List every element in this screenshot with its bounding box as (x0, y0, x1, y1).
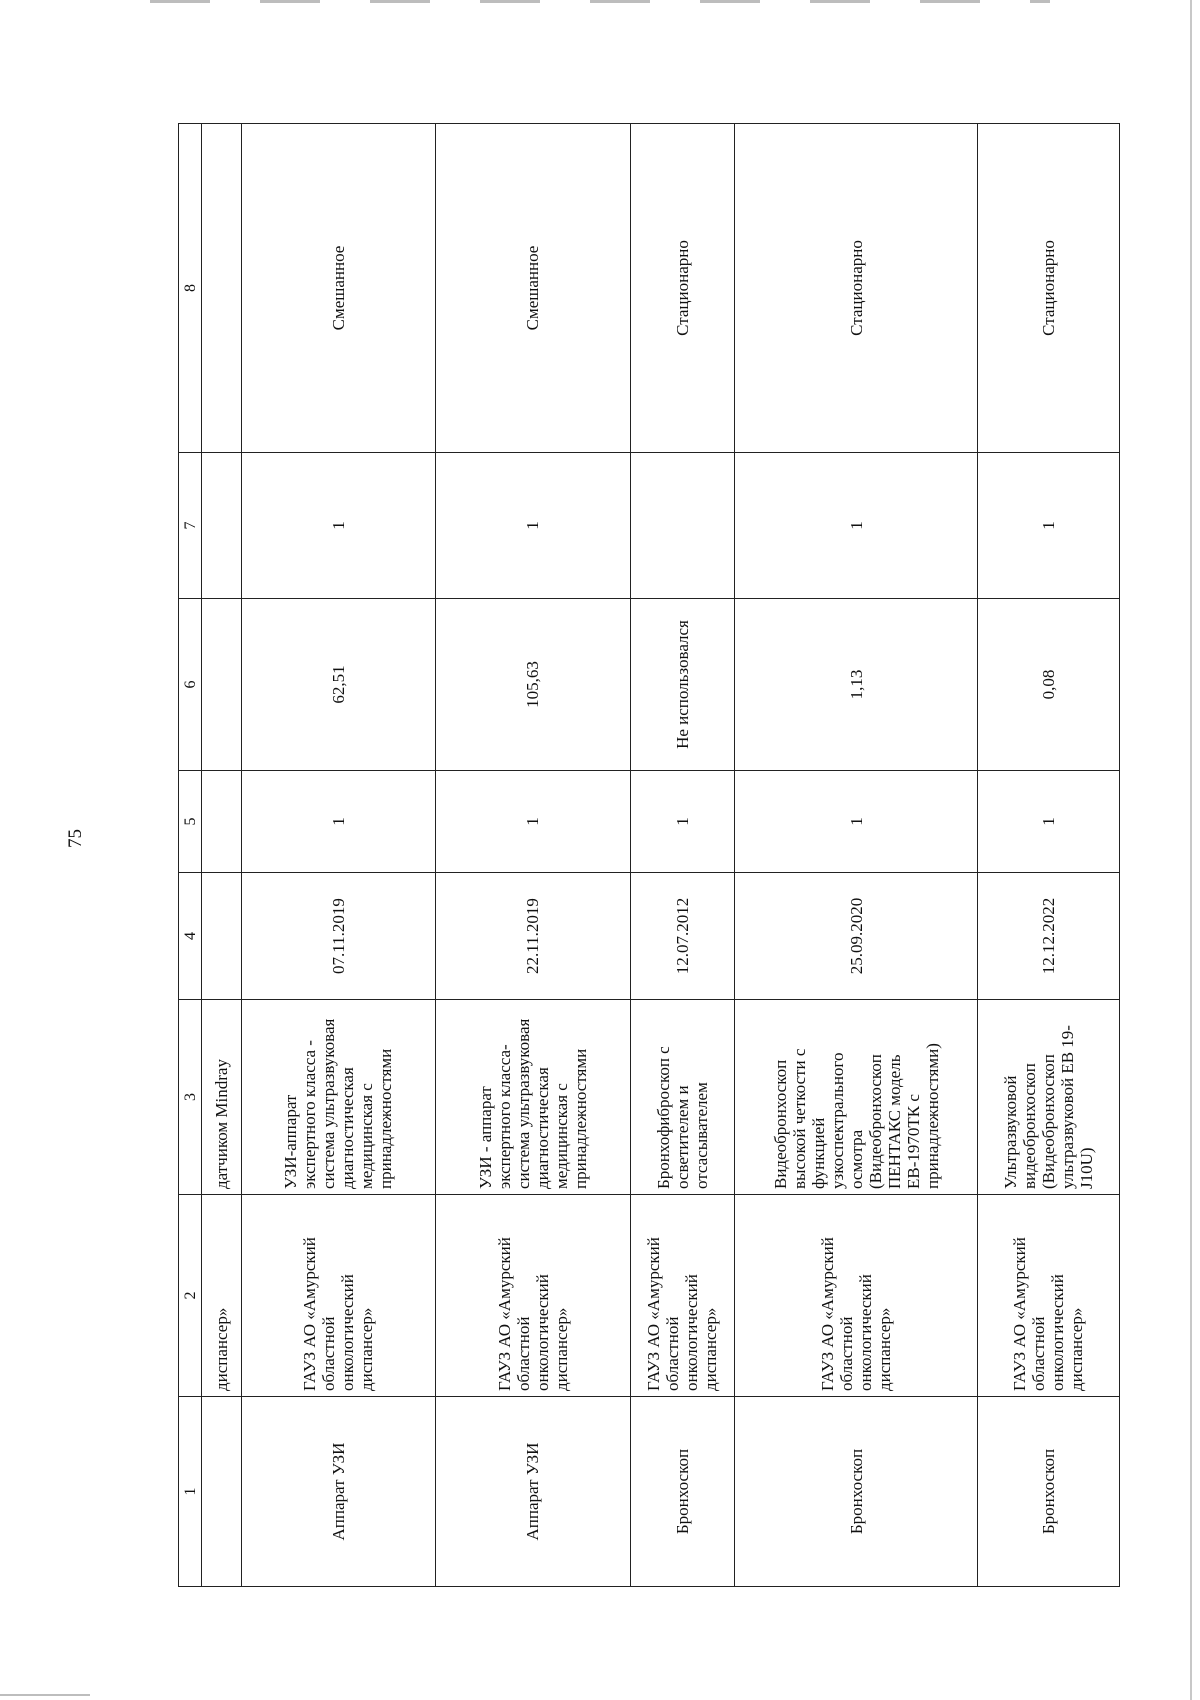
mode-cell: Смешанное (435, 124, 630, 453)
scan-right-edge (1190, 0, 1192, 1700)
continuation-row (202, 124, 242, 1587)
organization-cell: ГАУЗ АО «Амурский областной онкологический диспансер» (241, 1195, 435, 1397)
table-cell (202, 124, 242, 453)
equipment-name-cell: Бронхоскоп (630, 1397, 735, 1587)
shift-cell (630, 453, 735, 599)
table-cell (202, 1397, 242, 1587)
date-cell: 22.11.2019 (435, 873, 630, 1000)
scan-bottom-edge (0, 1694, 90, 1696)
equipment-table-wrapper (178, 124, 1120, 1587)
mode-cell: Смешанное (241, 124, 435, 453)
table-cell: диспансер» (202, 1195, 242, 1397)
column-number-row (179, 124, 202, 1587)
equipment-description-cell: Бронхофиброскоп с осветителем и отсасывателем (630, 1000, 735, 1195)
table-cell: датчиком Mindray (202, 1000, 242, 1195)
column-number: 1 (179, 1397, 202, 1587)
equipment-table (178, 123, 1120, 1587)
table-row (977, 124, 1119, 1587)
equipment-name-cell: Бронхоскоп (735, 1397, 978, 1587)
scan-top-edge (150, 0, 1050, 3)
table-row (630, 124, 735, 1587)
quantity-cell: 1 (735, 771, 978, 873)
usage-cell: Не использовался (630, 599, 735, 771)
page-number: 75 (65, 829, 86, 848)
quantity-cell: 1 (630, 771, 735, 873)
organization-cell: ГАУЗ АО «Амурский областной онкологический диспансер» (735, 1195, 978, 1397)
mode-cell: Стационарно (977, 124, 1119, 453)
equipment-description-cell: Ультразвуковой видеобронхоскоп (Видеобронхоскоп ультразвуковой ЕВ 19-J10U) (977, 1000, 1119, 1195)
organization-cell: ГАУЗ АО «Амурский областной онкологический диспансер» (435, 1195, 630, 1397)
column-number: 2 (179, 1195, 202, 1397)
column-number: 5 (179, 771, 202, 873)
column-number: 3 (179, 1000, 202, 1195)
equipment-description-cell: УЗИ-аппарат экспертного класса - система ультразвуковая диагностическая медицинская с принадлежностями (241, 1000, 435, 1195)
quantity-cell: 1 (241, 771, 435, 873)
mode-cell: Стационарно (735, 124, 978, 453)
usage-cell: 105,63 (435, 599, 630, 771)
column-number: 6 (179, 599, 202, 771)
mode-cell: Стационарно (630, 124, 735, 453)
table-cell (202, 771, 242, 873)
shift-cell: 1 (735, 453, 978, 599)
date-cell: 07.11.2019 (241, 873, 435, 1000)
equipment-name-cell: Аппарат УЗИ (435, 1397, 630, 1587)
usage-cell: 1,13 (735, 599, 978, 771)
table-cell (202, 453, 242, 599)
column-number: 4 (179, 873, 202, 1000)
table-cell (202, 599, 242, 771)
equipment-name-cell: Бронхоскоп (977, 1397, 1119, 1587)
quantity-cell: 1 (977, 771, 1119, 873)
equipment-name-cell: Аппарат УЗИ (241, 1397, 435, 1587)
usage-cell: 62,51 (241, 599, 435, 771)
table-cell (202, 873, 242, 1000)
date-cell: 12.07.2012 (630, 873, 735, 1000)
quantity-cell: 1 (435, 771, 630, 873)
table-row (435, 124, 630, 1587)
organization-cell: ГАУЗ АО «Амурский областной онкологический диспансер» (630, 1195, 735, 1397)
shift-cell: 1 (435, 453, 630, 599)
column-number: 7 (179, 453, 202, 599)
column-number: 8 (179, 124, 202, 453)
equipment-description-cell: УЗИ - аппарат экспертного класса-система ультразвуковая диагностическая медицинская с принадлежностями (435, 1000, 630, 1195)
shift-cell: 1 (977, 453, 1119, 599)
usage-cell: 0,08 (977, 599, 1119, 771)
date-cell: 12.12.2022 (977, 873, 1119, 1000)
date-cell: 25.09.2020 (735, 873, 978, 1000)
table-row (241, 124, 435, 1587)
shift-cell: 1 (241, 453, 435, 599)
table-row (735, 124, 978, 1587)
organization-cell: ГАУЗ АО «Амурский областной онкологический диспансер» (977, 1195, 1119, 1397)
equipment-description-cell: Видеобронхоскоп высокой четкости с функцией узкоспектрального осмотра (Видеобронхоскоп ПЕНТАКС модель ЕВ-1970ТК с принадлежностями) (735, 1000, 978, 1195)
